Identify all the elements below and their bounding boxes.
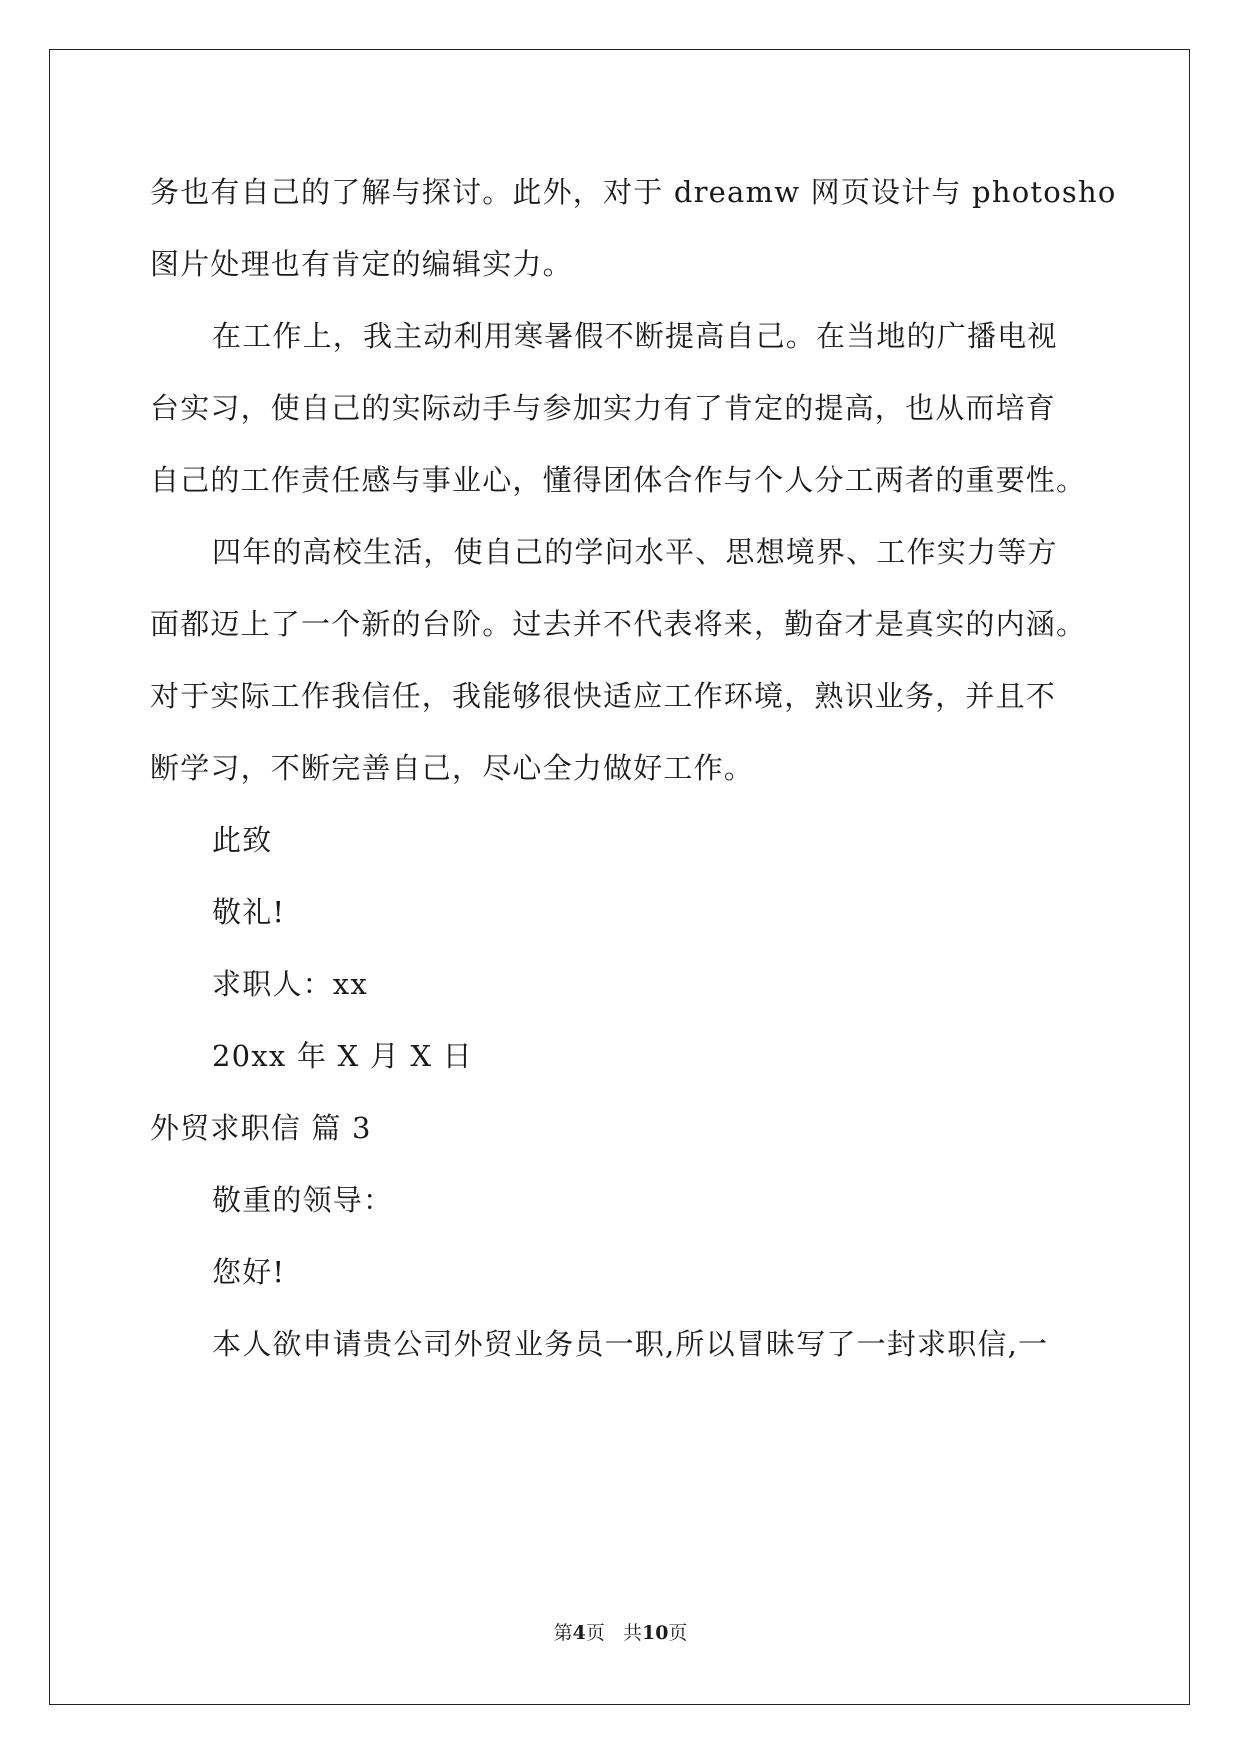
text-line: 断学习，不断完善自己，尽心全力做好工作。	[150, 751, 755, 785]
greeting-line: 敬重的领导：	[212, 1183, 394, 1217]
greeting-hello: 您好!	[212, 1255, 286, 1289]
closing-regards: 敬礼!	[212, 895, 286, 929]
total-pages: 10	[641, 1622, 669, 1644]
text-line: 自己的工作责任感与事业心，懂得团体合作与个人分工两者的重要性。	[150, 463, 1087, 497]
section-heading: 外贸求职信 篇 3	[150, 1111, 372, 1145]
signature-name: 求职人：xx	[212, 967, 368, 1001]
footer-total-suffix: 页	[668, 1622, 688, 1644]
closing-salutation: 此致	[212, 823, 273, 857]
footer-total-prefix: 共	[622, 1622, 642, 1644]
paragraph-start-line: 本人欲申请贵公司外贸业务员一职,所以冒昧写了一封求职信,一	[212, 1327, 1049, 1361]
footer-page-suffix: 页	[585, 1622, 605, 1644]
footer-prefix: 第	[553, 1622, 573, 1644]
text-line: 面都迈上了一个新的台阶。过去并不代表将来，勤奋才是真实的内涵。	[150, 607, 1087, 641]
text-line: 对于实际工作我信任，我能够很快适应工作环境，熟识业务，并且不	[150, 679, 1057, 713]
page-border	[49, 49, 1190, 1705]
signature-date: 20xx 年 X 月 X 日	[212, 1039, 473, 1073]
text-line: 图片处理也有肯定的编辑实力。	[150, 247, 573, 281]
text-line: 台实习，使自己的实际动手与参加实力有了肯定的提高，也从而培育	[150, 391, 1057, 425]
paragraph-start-line: 在工作上，我主动利用寒暑假不断提高自己。在当地的广播电视	[212, 319, 1058, 353]
page-footer	[0, 1620, 1241, 1646]
page-number: 4	[572, 1622, 586, 1644]
paragraph-start-line: 四年的高校生活，使自己的学问水平、思想境界、工作实力等方	[212, 535, 1058, 569]
text-line: 务也有自己的了解与探讨。此外，对于 dreamw 网页设计与 photosho	[150, 175, 1117, 209]
